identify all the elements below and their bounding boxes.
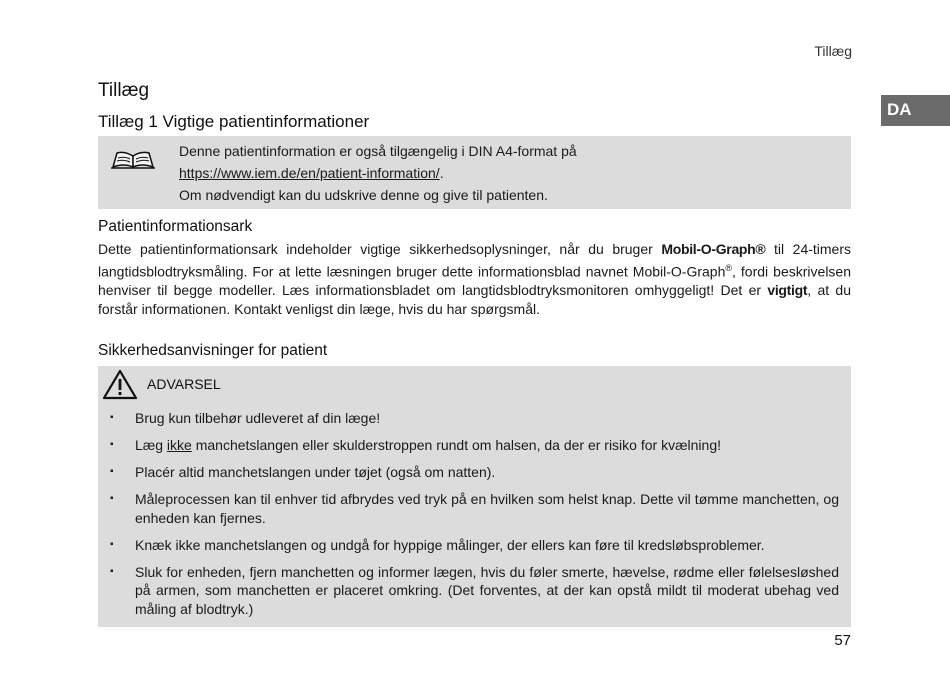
- patient-info-link[interactable]: https://www.iem.de/en/patient-information/: [179, 165, 440, 181]
- list-item-text: Placér altid manchetslangen under tøjet (også om natten).: [135, 464, 496, 480]
- bullet: ▪: [110, 538, 114, 550]
- paragraph-text: til 24-timers langtidsblodtryksmåling. For at lette læsningen bruger dette informationsblad navnet Mobil-O-Graph: [98, 241, 851, 280]
- brand-name: Mobil-O-Graph®: [661, 241, 766, 257]
- list-item-text: Måleprocessen kan til enhver tid afbrydes ved tryk på en hvilken som helst knap. Dette vil tømme manchetten, og enheden kan fjernes.: [135, 491, 839, 526]
- bullet: ▪: [110, 466, 114, 477]
- page-title: Tillæg: [98, 80, 150, 101]
- list-item: [98, 463, 851, 482]
- info-line: Om nødvendigt kan du udskrive denne og give til patienten.: [179, 187, 548, 203]
- bullet: ▪: [110, 565, 114, 577]
- bullet: ▪: [110, 412, 114, 423]
- link-suffix: .: [439, 165, 444, 181]
- list-item-text: Læg: [135, 437, 167, 453]
- open-book-icon: [109, 148, 157, 177]
- info-box: [98, 136, 851, 209]
- list-item-text: Sluk for enheden, fjern manchetten og informer lægen, hvis du føler smerte, hævelse, rødme eller følelsesløshed på armen, som manchetten er placeret omkring. (Det forventes, at der kan opstå mildt til moderat ubehag ved måling af blodtryk.): [135, 563, 839, 617]
- warning-box: [98, 366, 851, 627]
- warning-label: ADVARSEL: [147, 376, 221, 392]
- list-item-text: manchetslangen eller skulderstroppen rundt om halsen, da der er risiko for kvælning!: [191, 437, 721, 453]
- paragraph-text: Dette patientinformationsark indeholder vigtige sikkerhedsoplysninger, når du bruger: [98, 241, 662, 257]
- bullet: ▪: [110, 493, 114, 504]
- language-tab: DA: [881, 95, 950, 126]
- info-line: Denne patientinformation er også tilgængelig i DIN A4-format på: [179, 143, 577, 159]
- warning-list: [98, 409, 851, 627]
- bullet: ▪: [110, 439, 114, 450]
- important-word: vigtigt: [767, 282, 808, 299]
- paragraph-text: , fordi beskrivelsen henviser til begge modeller. Læs informationsbladet om langtidsblodtryksmonitoren omhyggeligt! Det er: [98, 263, 851, 299]
- list-item: [98, 490, 851, 527]
- running-header: Tillæg: [814, 43, 852, 59]
- underlined-word: ikke: [166, 437, 192, 453]
- list-item: [98, 563, 851, 619]
- safety-heading: Sikkerhedsanvisninger for patient: [98, 342, 328, 359]
- list-item-text: Brug kun tilbehør udleveret af din læge!: [135, 410, 381, 426]
- paragraph-text: , at du forstår informationen. Kontakt venligst din læge, hvis du har spørgsmål.: [98, 282, 851, 318]
- info-link-line: [179, 162, 841, 184]
- page-number: 57: [834, 632, 851, 649]
- list-item: [98, 436, 851, 455]
- patient-sheet-heading: Patientinformationsark: [98, 218, 253, 235]
- warning-triangle-icon: [102, 368, 138, 405]
- section-title: Tillæg 1 Vigtige patientinformationer: [98, 112, 370, 131]
- list-item-text: Knæk ikke manchetslangen og undgå for hyppige målinger, der ellers kan føre til kredsløbsproblemer.: [135, 536, 765, 553]
- patient-sheet-paragraph: [98, 240, 851, 319]
- list-item: [98, 409, 851, 428]
- list-item: [98, 536, 851, 555]
- registered-mark: ®: [725, 262, 732, 273]
